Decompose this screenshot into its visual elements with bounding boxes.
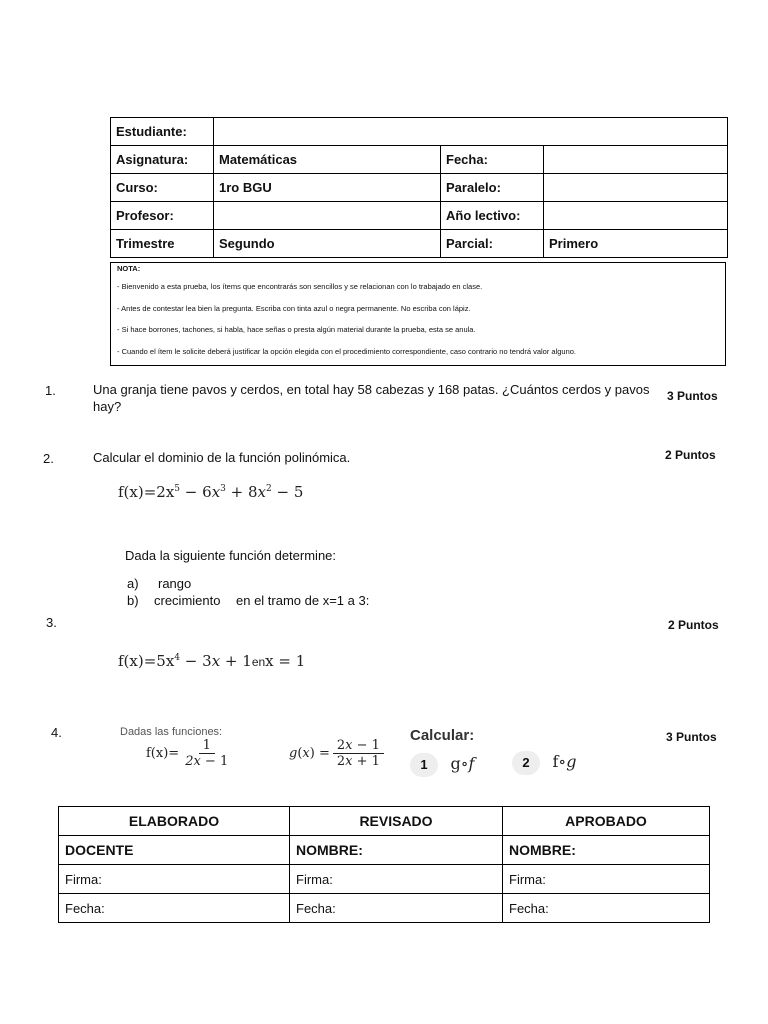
asignatura-label: Asignatura: <box>111 146 214 174</box>
function-g-formula: g(x) = $\frac{2x - 1}{2x + 1}$ <box>289 738 384 769</box>
fecha-field[interactable] <box>544 146 728 174</box>
student-info-table <box>110 117 728 258</box>
revisado-nombre-cell[interactable]: NOMBRE: <box>290 836 503 865</box>
note-line: - Bienvenido a esta prueba, los ítems que encontrarás son sencillos y se relacionan con lo trabajado en clase. <box>117 282 483 291</box>
profesor-field[interactable] <box>214 202 441 230</box>
note-line: - Antes de contestar lea bien la pregunta. Escriba con tinta azul o negra permanente. No escriba con lápiz. <box>117 303 471 313</box>
curso-label: Curso: <box>111 174 214 202</box>
trimestre-value: Segundo <box>214 230 441 258</box>
curso-value: 1ro BGU <box>214 174 441 202</box>
docente-cell: DOCENTE <box>59 836 290 865</box>
question-2-points: 2 Puntos <box>665 448 716 462</box>
question-3-a-text: rango <box>158 576 192 591</box>
anio-lectivo-label: Año lectivo: <box>441 202 544 230</box>
anio-lectivo-field[interactable] <box>544 202 728 230</box>
estudiante-field[interactable] <box>214 118 728 146</box>
elaborado-fecha-cell[interactable]: Fecha: <box>59 894 290 923</box>
question-3-b-extra: en el tramo de x=1 a 3: <box>236 593 370 608</box>
question-3-number: 3. <box>46 615 57 630</box>
question-4-points: 3 Puntos <box>666 730 717 744</box>
question-3-intro: Dada la siguiente función determine: <box>125 548 337 563</box>
profesor-label: Profesor: <box>111 202 214 230</box>
fog-expression: f∘g <box>552 752 577 771</box>
calc-item-1 <box>410 753 474 777</box>
paralelo-label: Paralelo: <box>441 174 544 202</box>
question-1-text: Una granja tiene pavos y cerdos, en total hay 58 cabezas y 168 patas. ¿Cuántos cerdos y pavos hay? <box>93 382 650 414</box>
aprobado-firma-cell[interactable]: Firma: <box>503 865 710 894</box>
trimestre-label: Trimestre <box>111 230 214 258</box>
function-f-formula: f(x)= $\frac{1}{2x - 1}$ <box>146 738 229 769</box>
approvals-table <box>58 806 710 923</box>
question-1-points: 3 Puntos <box>667 389 718 403</box>
question-3-b-label: b) <box>127 593 139 608</box>
aprobado-header: APROBADO <box>503 807 710 836</box>
question-3-formula: $f(x)=5x^4 - 3x + 1enx = 1$ <box>118 652 306 670</box>
question-4-number: 4. <box>51 725 62 740</box>
gof-expression: g∘f <box>450 754 475 773</box>
question-3-a-label: a) <box>127 576 139 591</box>
asignatura-value: Matemáticas <box>214 146 441 174</box>
question-2-text: Calcular el dominio de la función polinómica. <box>93 450 351 465</box>
note-line: - Si hace borrones, tachones, si habla, hace señas o presta algún material durante la prueba, esta se anula. <box>117 325 476 334</box>
question-1-number: 1. <box>45 383 56 398</box>
item-2-badge: 2 <box>512 751 540 775</box>
calc-item-2 <box>512 751 576 775</box>
item-1-badge: 1 <box>410 753 438 777</box>
question-3-b-text: crecimiento <box>154 593 221 608</box>
parcial-value: Primero <box>544 230 728 258</box>
paralelo-field[interactable] <box>544 174 728 202</box>
revisado-header: REVISADO <box>290 807 503 836</box>
parcial-label: Parcial: <box>441 230 544 258</box>
note-title: NOTA: <box>117 264 141 273</box>
aprobado-fecha-cell[interactable]: Fecha: <box>503 894 710 923</box>
revisado-fecha-cell[interactable]: Fecha: <box>290 894 503 923</box>
question-3-points: 2 Puntos <box>668 618 719 632</box>
question-2-formula: $f(x)=2x^5 - 6x^3 + 8x^2 - 5$ <box>118 483 304 501</box>
question-3-formula-en: en <box>251 655 266 669</box>
elaborado-header: ELABORADO <box>59 807 290 836</box>
question-4-intro: Dadas las funciones: <box>120 726 223 738</box>
aprobado-nombre-cell[interactable]: NOMBRE: <box>503 836 710 865</box>
estudiante-label: Estudiante: <box>111 118 214 146</box>
elaborado-firma-cell[interactable]: Firma: <box>59 865 290 894</box>
revisado-firma-cell[interactable]: Firma: <box>290 865 503 894</box>
calcular-label: Calcular: <box>410 727 475 744</box>
question-2-number: 2. <box>43 451 54 466</box>
fecha-label: Fecha: <box>441 146 544 174</box>
note-box <box>110 262 726 366</box>
note-line: - Cuando el ítem le solicite deberá justificar la opción elegida con el procedimiento correspondiente, caso contrario no tendrá valor alguno. <box>117 346 577 356</box>
